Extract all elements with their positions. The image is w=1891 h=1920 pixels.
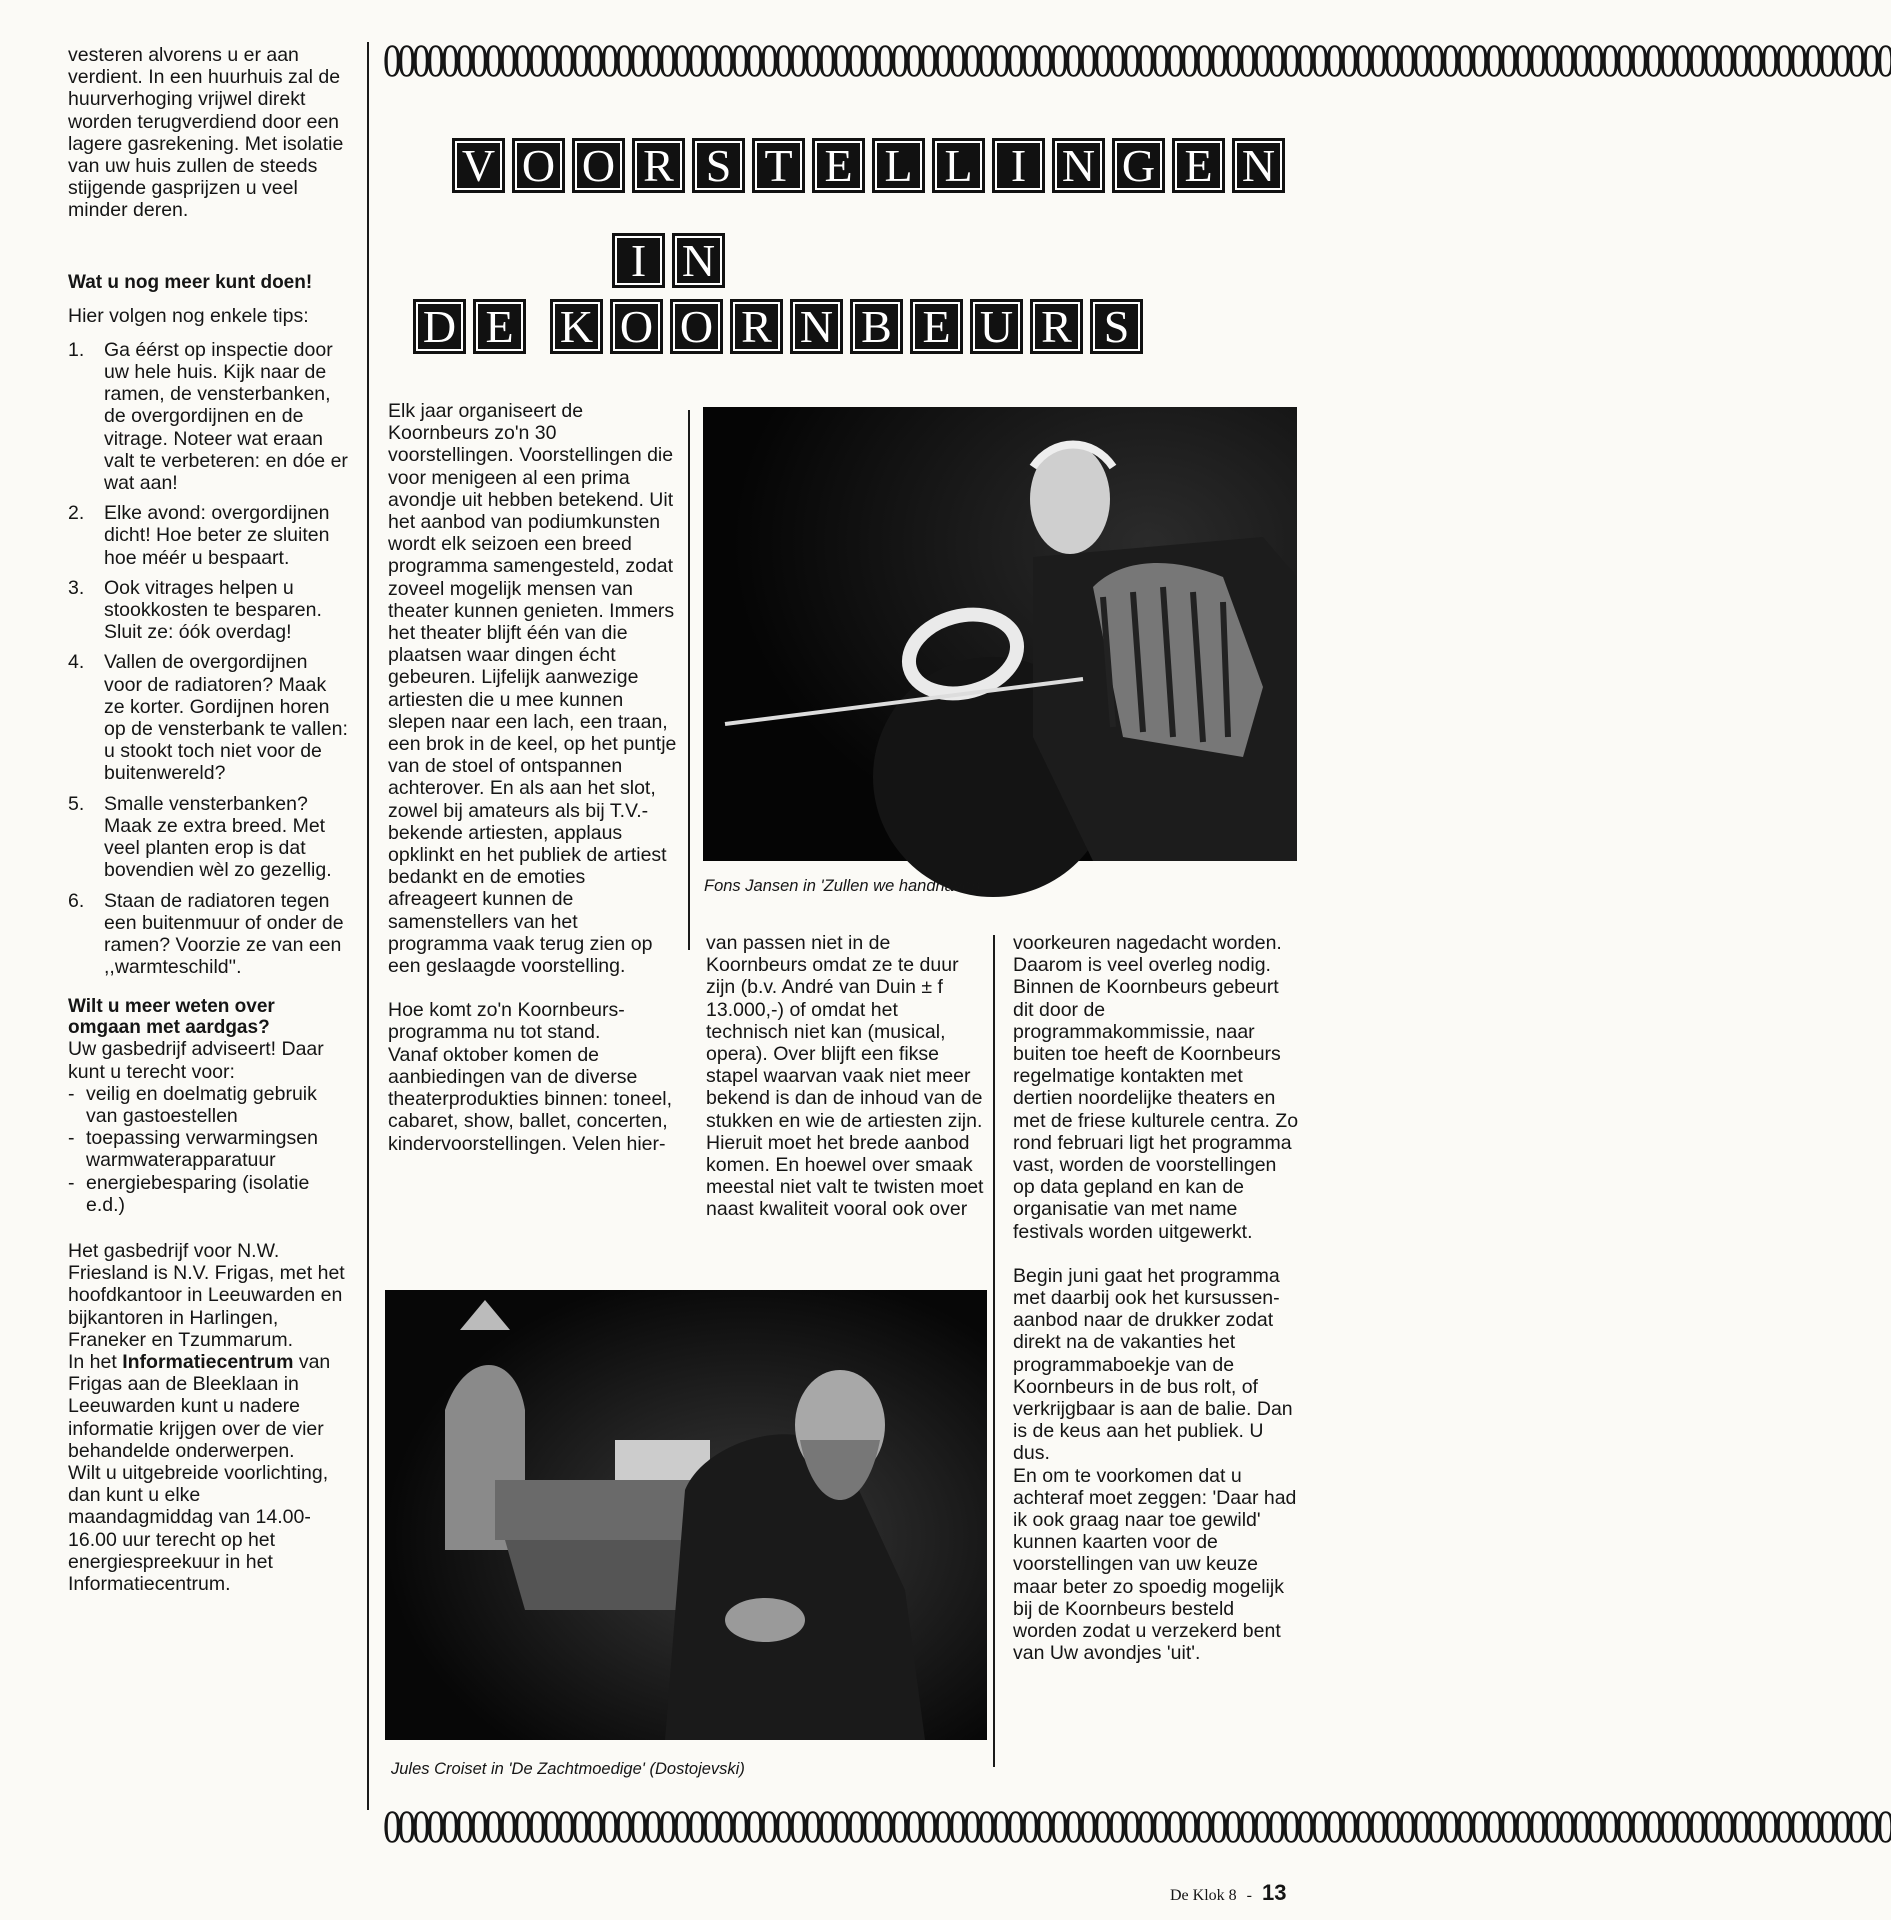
- tip-text: Ga éérst op inspectie door uw hele huis. Kijk naar de ramen, de vensterbanken, de overgordijnen en de vitrage. Noteer wat eraan valt te verbeteren: en dóe er wat aan!: [104, 338, 348, 495]
- article-subhead: Hoe komt zo'n Koornbeurs-programma nu tot stand.: [388, 999, 625, 1044]
- title-line-3: [413, 299, 1143, 354]
- column-divider-left: [367, 42, 369, 1810]
- title-letter: L: [872, 138, 925, 193]
- article-paragraph-4: voorkeuren nagedacht worden. Daarom is veel overleg nodig. Binnen de Koornbeurs gebeurt dit door de programmakommissie, naar buiten toe heeft de Koornbeurs regelmatige kontakten met dertien noordelijke theaters en met de friese kulturele centra. Zo rond februari ligt het programma vast, worden de voorstellingen op data gepland en kan de organisatie van met name festivals worden uitgewerkt.: [1013, 932, 1299, 1243]
- list-item-text: toepassing verwarmingsen warmwaterapparatuur: [86, 1127, 318, 1172]
- photo-actor-image: [385, 1290, 987, 1740]
- page-number: 13: [1261, 1880, 1287, 1905]
- title-word-gap: [533, 299, 543, 354]
- gas-intro: Uw gasbedrijf adviseert! Daar kunt u terecht voor:: [68, 1038, 324, 1083]
- title-letter: T: [752, 138, 805, 193]
- title-letter: U: [970, 299, 1023, 354]
- title-letter: N: [790, 299, 843, 354]
- title-letter: I: [992, 138, 1045, 193]
- tip-item: [68, 339, 350, 494]
- frigas-paragraph: Het gasbedrijf voor N.W. Friesland is N.V. Frigas, met het hoofdkantoor in Leeuwarden en bijkantoren in Harlingen, Franeker en Tzummarum.: [68, 1239, 345, 1351]
- title-letter: S: [1090, 299, 1143, 354]
- list-item: - veilig en doelmatig gebruik van gastoestellen: [68, 1082, 317, 1127]
- center-column: [388, 400, 678, 1155]
- title-letter: B: [850, 299, 903, 354]
- column-divider-right: [993, 935, 995, 1767]
- title-letter: S: [692, 138, 745, 193]
- tip-item: [68, 502, 350, 569]
- photo-caption-1: Fons Jansen in 'Zullen we handhaven': [704, 877, 984, 895]
- tip-item: [68, 651, 350, 784]
- title-letter: G: [1112, 138, 1165, 193]
- tip-text: Smalle vensterbanken? Maak ze extra breed. Met veel planten erop is dat bovendien wèl zo gezellig.: [104, 792, 332, 882]
- article-paragraph-3: van passen niet in de Koornbeurs omdat ze te duur zijn (b.v. André van Duin ± f 13.000,-) of omdat het technisch niet kan (musical, opera). Over blijft een fikse stapel waarvan vaak niet meer bekend is dan de inhoud van de stukken en wie de artiesten zijn. Hieruit moet het brede aanbod komen. En hoewel over smaak meestal niet valt te twisten moet naast kwaliteit vooral ook over: [706, 932, 984, 1221]
- tip-number: 4.: [68, 651, 85, 674]
- title-letter: K: [550, 299, 603, 354]
- gas-heading: Wilt u meer weten over omgaan met aardgas?: [68, 996, 275, 1039]
- title-letter: O: [670, 299, 723, 354]
- title-letter: E: [1172, 138, 1225, 193]
- tip-number: 1.: [68, 338, 85, 361]
- photo-caption-2: Jules Croiset in 'De Zachtmoedige' (Dostojevski): [391, 1760, 745, 1778]
- tip-item: [68, 890, 350, 979]
- list-item-text: energiebesparing (isolatie e.d.): [86, 1171, 310, 1216]
- ornament-border-top: 00000000000000000000000000000000000000000000000000000000000000000000000000000000000000000000000000000000: [383, 35, 1891, 87]
- footer-separator: -: [1246, 1887, 1252, 1904]
- title-letter: E: [812, 138, 865, 193]
- tip-text: Ook vitrages helpen u stookkosten te besparen. Sluit ze: óók overdag!: [104, 576, 322, 644]
- tips-heading: Wat u nog meer kunt doen!: [68, 271, 313, 293]
- photo-jules-croiset: [385, 1290, 987, 1740]
- title-letter: E: [910, 299, 963, 354]
- tip-text: Vallen de overgordijnen voor de radiatoren? Maak ze korter. Gordijnen horen op de vensterbank te vallen: u stookt toch niet voor de buitenwereld?: [104, 651, 348, 785]
- column-4: [1013, 932, 1303, 1665]
- title-letter: V: [452, 138, 505, 193]
- list-item-text: veilig en doelmatig gebruik van gastoestellen: [86, 1082, 317, 1127]
- tips-list: [68, 339, 350, 978]
- title-letter: N: [1232, 138, 1285, 193]
- tip-item: [68, 577, 350, 644]
- title-letter: N: [672, 233, 725, 288]
- info-last-paragraph: Wilt u uitgebreide voorlichting, dan kunt u elke maandagmiddag van 14.00-16.00 uur terecht op het energiespreekuur in het Informatiecentrum.: [68, 1461, 329, 1595]
- tip-number: 2.: [68, 502, 85, 525]
- intro-paragraph: vesteren alvorens u er aan verdient. In een huurhuis zal de huurverhoging vrijwel direkt worden terugverdiend door een lagere gasrekening. Met isolatie van uw huis zullen de steeds stijgende gasprijzen u veel minder deren.: [68, 44, 344, 222]
- title-letter: R: [730, 299, 783, 354]
- title-letter: I: [612, 233, 665, 288]
- title-letter: D: [413, 299, 466, 354]
- tip-number: 6.: [68, 889, 85, 912]
- magazine-name: De Klok 8: [1170, 1887, 1237, 1904]
- article-paragraph-1: Elk jaar organiseert de Koornbeurs zo'n 30 voorstellingen. Voorstellingen die voor menigeen al een prima avondje uit hebben betekend. Uit het aanbod van podiumkunsten wordt elk seizoen een breed programma samengesteld, zodat zoveel mogelijk mensen van theater kunnen genieten. Immers het theater blijft één van die plaatsen waar dingen écht gebeuren. Lijfelijk aanwezige artiesten die u mee kunnen slepen naar een lach, een traan, een brok in de keel, op het puntje van de stoel of ontspannen achterover. En als aan het slot, zowel bij amateurs als bij T.V.-bekende artiesten, applaus opklinkt en het publiek de artiest bedankt en de emoties afreageert kunnen de samenstellers van het programma vaak terug zien op een geslaagde voorstelling.: [388, 400, 677, 978]
- title-letter: O: [512, 138, 565, 193]
- tip-number: 3.: [68, 576, 85, 599]
- list-item: - energiebesparing (isolatie e.d.): [68, 1171, 310, 1216]
- column-3: [706, 932, 984, 1221]
- info-text-post: van Frigas aan de Bleeklaan in Leeuwarden kunt u nadere informatie krijgen over de vier behandelde onderwerpen.: [68, 1350, 331, 1462]
- gas-services-list: [68, 1083, 350, 1216]
- left-column: [68, 44, 350, 1595]
- tip-number: 5.: [68, 792, 85, 815]
- page-footer: [1170, 1880, 1286, 1906]
- title-letter: R: [632, 138, 685, 193]
- tip-item: [68, 793, 350, 882]
- title-line-1: [452, 138, 1285, 193]
- info-paragraph: [68, 1351, 350, 1462]
- article-paragraph-2: Vanaf oktober komen de aanbiedingen van de diverse theaterprodukties binnen: toneel, cabaret, show, ballet, concerten, kindervoorstellingen. Velen hier-: [388, 1043, 673, 1155]
- ornament-border-bottom: 00000000000000000000000000000000000000000000000000000000000000000000000000000000000000000000000000000000: [383, 1801, 1891, 1853]
- article-paragraph-6: En om te voorkomen dat u achteraf moet zeggen: 'Daar had ik ook graag naar toe gewild' kunnen kaarten voor de voorstellingen van uw keuze maar beter zo spoedig mogelijk bij de Koornbeurs besteld worden zodat u verzekerd bent van Uw avondjes 'uit'.: [1013, 1464, 1297, 1665]
- title-letter: E: [473, 299, 526, 354]
- tips-intro: Hier volgen nog enkele tips:: [68, 304, 309, 327]
- tip-text: Staan de radiatoren tegen een buitenmuur of onder de ramen? Voorzie ze van een ,,warmteschild''.: [104, 889, 344, 979]
- photo-performer-image: [703, 407, 1297, 861]
- title-letter: N: [1052, 138, 1105, 193]
- column-divider-center: [688, 410, 690, 950]
- title-letter: L: [932, 138, 985, 193]
- tip-text: Elke avond: overgordijnen dicht! Hoe beter ze sluiten hoe méér u bespaart.: [104, 502, 330, 569]
- info-text-bold: Informatiecentrum: [122, 1350, 294, 1373]
- article-paragraph-5: Begin juni gaat het programma met daarbij ook het kursussen-aanbod naar de drukker zodat direkt na de vakanties het programmaboekje van de Koornbeurs in de bus rolt, of verkrijgbaar is aan de balie. Dan is de keus aan het publiek. U dus.: [1013, 1264, 1293, 1465]
- title-letter: R: [1030, 299, 1083, 354]
- title-letter: O: [610, 299, 663, 354]
- info-text-pre: In het: [68, 1350, 123, 1373]
- title-line-2: [612, 233, 725, 288]
- list-item: - toepassing verwarmingsen warmwaterapparatuur: [68, 1127, 318, 1172]
- title-letter: O: [572, 138, 625, 193]
- photo-fons-jansen: [703, 407, 1297, 861]
